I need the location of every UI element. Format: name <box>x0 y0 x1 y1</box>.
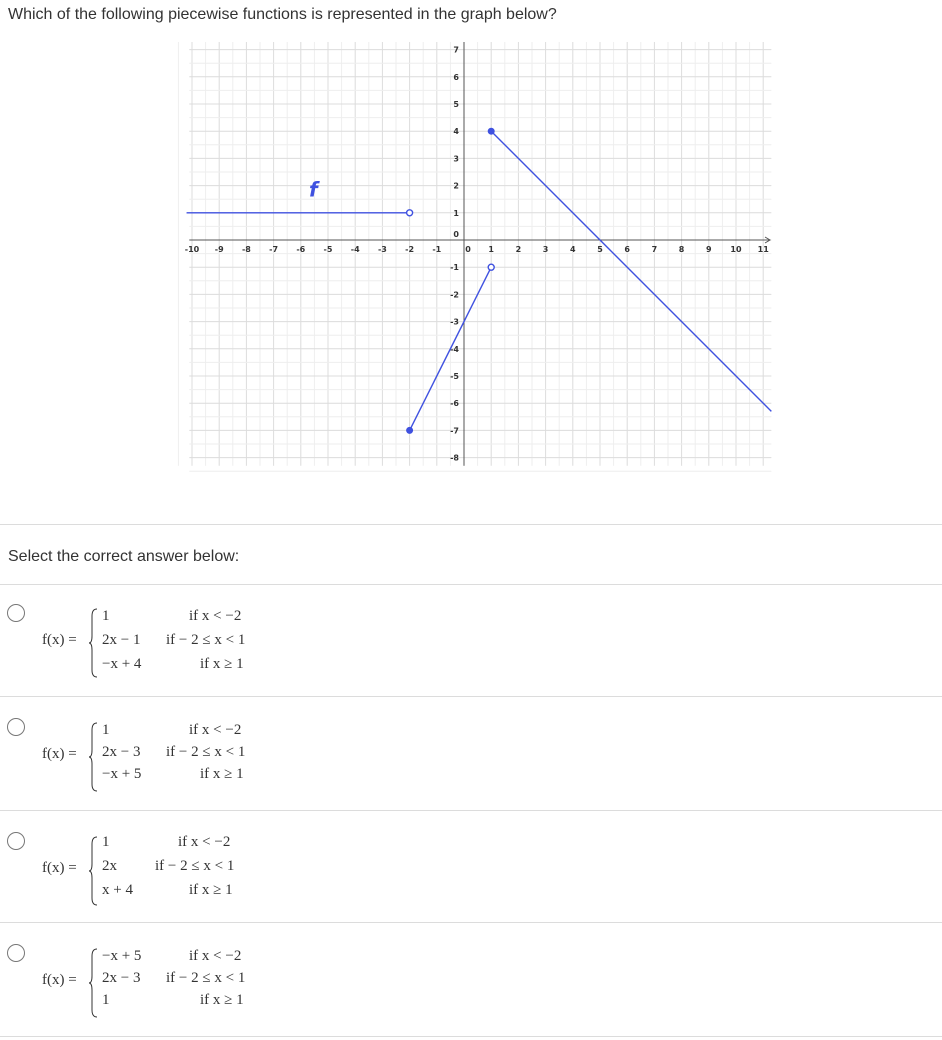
x-tick-label: -8 <box>241 245 251 254</box>
function-name: f(x) = <box>42 860 77 876</box>
x-tick-label: -3 <box>377 245 387 254</box>
piece-expression: 2x <box>102 858 117 874</box>
y-tick-label: -6 <box>450 399 459 409</box>
x-tick-label: 4 <box>570 245 576 254</box>
divider <box>0 1036 942 1037</box>
y-tick-label: -7 <box>450 426 459 436</box>
piecewise-graph <box>168 42 773 504</box>
x-tick-label: -9 <box>214 245 224 254</box>
question-text: Which of the following piecewise functions is represented in the graph below? <box>8 6 557 23</box>
y-tick-label: 6 <box>453 72 459 82</box>
left-brace-icon <box>88 836 98 906</box>
piece-condition: if x < −2 <box>189 722 242 738</box>
piece-expression: −x + 5 <box>102 948 142 964</box>
y-tick-label: 3 <box>453 154 459 164</box>
closed-endpoint <box>407 427 413 433</box>
x-tick-label: 11 <box>757 245 769 254</box>
y-tick-label: -5 <box>450 372 459 381</box>
open-endpoint <box>407 210 413 216</box>
y-tick-label: -4 <box>450 344 459 354</box>
x-tick-label: -1 <box>432 245 442 254</box>
y-tick-label: -8 <box>450 453 459 463</box>
piece-expression: 2x − 3 <box>102 970 141 986</box>
answer-option-2[interactable] <box>0 700 942 812</box>
y-tick-label: -3 <box>450 317 459 327</box>
piece-condition: if − 2 ≤ x < 1 <box>166 744 246 760</box>
y-tick-label: 5 <box>453 100 459 109</box>
function-segment <box>491 131 771 411</box>
piece-condition: if − 2 ≤ x < 1 <box>155 858 235 874</box>
y-tick-label: -1 <box>450 263 459 273</box>
x-tick-label: 1 <box>488 245 494 254</box>
answer-prompt: Select the correct answer below: <box>8 548 240 565</box>
y-tick-label: 2 <box>453 181 459 191</box>
piece-expression: 2x − 1 <box>102 632 141 648</box>
function-name: f(x) = <box>42 972 77 988</box>
y-tick-label: 7 <box>453 45 459 55</box>
piece-condition: if x ≥ 1 <box>200 656 244 672</box>
piece-expression: 2x − 3 <box>102 744 141 760</box>
piece-condition: if x ≥ 1 <box>189 882 233 898</box>
radio-button[interactable] <box>7 944 25 962</box>
piece-condition: if x ≥ 1 <box>200 992 244 1008</box>
function-name: f(x) = <box>42 632 77 648</box>
left-brace-icon <box>88 948 98 1018</box>
x-tick-label: -5 <box>323 245 333 254</box>
piece-condition: if − 2 ≤ x < 1 <box>166 632 246 648</box>
divider <box>0 696 942 697</box>
x-tick-label: -6 <box>296 245 306 254</box>
piece-expression: x + 4 <box>102 882 133 898</box>
y-tick-label: 4 <box>453 127 459 137</box>
x-tick-label: 8 <box>678 245 685 254</box>
answer-option-4[interactable] <box>0 926 942 1038</box>
radio-button[interactable] <box>7 718 25 736</box>
divider <box>0 584 942 585</box>
x-tick-label: 0 <box>465 245 471 254</box>
y-tick-label: 0 <box>453 230 459 239</box>
divider <box>0 810 942 811</box>
x-tick-label: -7 <box>269 245 279 254</box>
left-brace-icon <box>88 722 98 792</box>
function-name: f(x) = <box>42 746 77 762</box>
x-tick-label: 7 <box>651 245 658 254</box>
x-tick-label: 9 <box>706 245 712 254</box>
piece-expression: 1 <box>102 834 110 850</box>
piece-expression: −x + 5 <box>102 766 142 782</box>
left-brace-icon <box>88 608 98 678</box>
x-tick-label: 2 <box>515 245 522 254</box>
piece-condition: if x ≥ 1 <box>200 766 244 782</box>
piece-expression: 1 <box>102 608 110 624</box>
function-label: f <box>308 177 318 202</box>
x-tick-label: 10 <box>730 245 742 254</box>
x-tick-label: 6 <box>624 245 630 254</box>
radio-button[interactable] <box>7 832 25 850</box>
closed-endpoint <box>488 128 494 134</box>
divider <box>0 524 942 525</box>
piece-expression: 1 <box>102 722 110 738</box>
x-tick-label: 3 <box>542 245 549 254</box>
x-tick-label: 5 <box>597 245 603 254</box>
piece-condition: if x < −2 <box>189 948 242 964</box>
y-tick-label: -2 <box>450 290 459 300</box>
open-endpoint <box>488 264 494 270</box>
piece-condition: if − 2 ≤ x < 1 <box>166 970 246 986</box>
x-tick-label: -2 <box>405 245 415 254</box>
answer-option-1[interactable] <box>0 586 942 698</box>
x-tick-label: -10 <box>184 245 200 254</box>
divider <box>0 922 942 923</box>
piece-expression: 1 <box>102 992 110 1008</box>
x-tick-label: -4 <box>350 245 360 254</box>
y-tick-label: 1 <box>453 208 459 218</box>
piece-condition: if x < −2 <box>178 834 231 850</box>
piece-condition: if x < −2 <box>189 608 242 624</box>
radio-button[interactable] <box>7 604 25 622</box>
piece-expression: −x + 4 <box>102 656 142 672</box>
answer-option-3[interactable] <box>0 814 942 926</box>
